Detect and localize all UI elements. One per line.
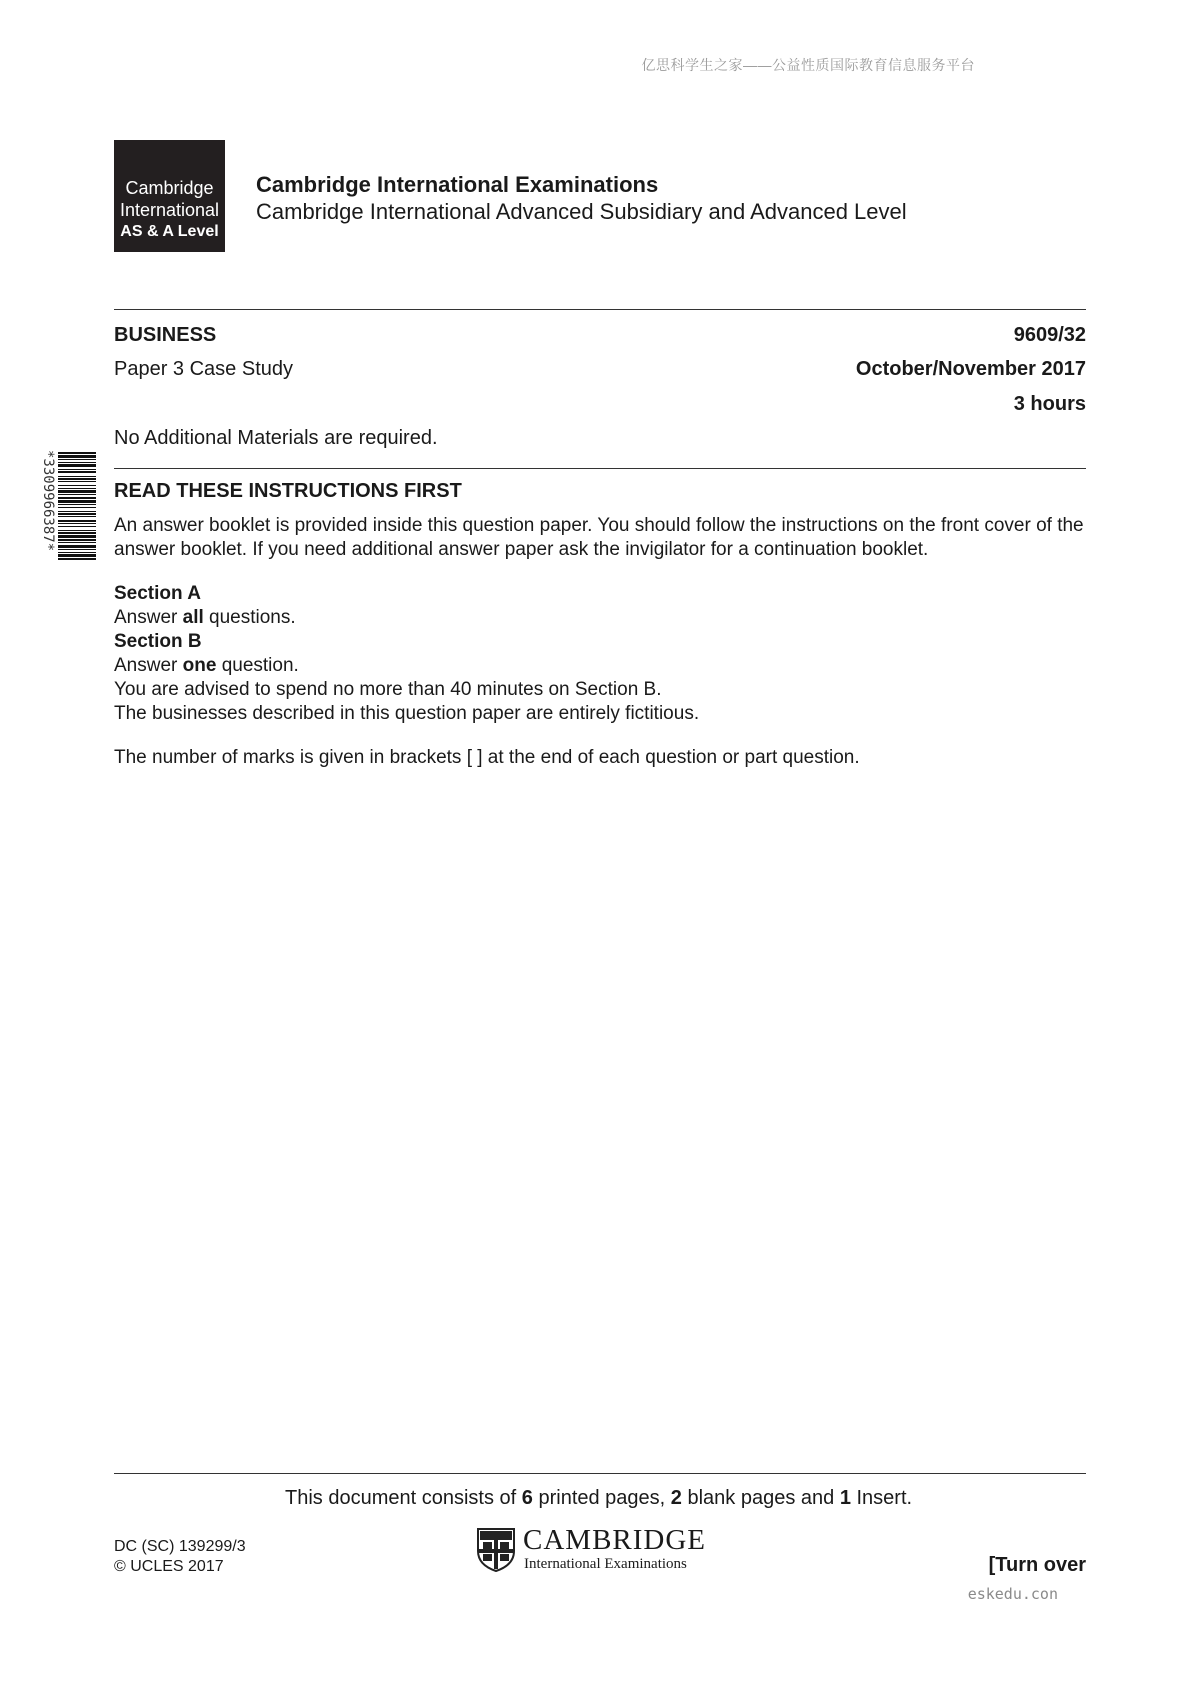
paper-code: 9609/32 (1013, 324, 1086, 346)
barcode-bar (58, 476, 96, 477)
barcode (40, 450, 98, 682)
booklet-instruction: An answer booklet is provided inside this question paper. You should follow the instructions on the front cover of the answer booklet. If you need additional answer paper ask the invigilator for a continuation booklet. (114, 515, 1084, 560)
instructions-divider (114, 468, 1086, 469)
instructions-body (114, 514, 1094, 790)
barcode-bar (58, 539, 96, 541)
barcode-bar (58, 511, 96, 512)
top-divider (114, 309, 1086, 310)
barcode-bar (58, 520, 96, 522)
barcode-bar (58, 530, 96, 531)
barcode-bar (58, 464, 96, 467)
qualification: Cambridge International Advanced Subsidiary and Advanced Level (256, 199, 907, 224)
barcode-bar (58, 523, 96, 524)
barcode-bar (58, 462, 96, 463)
barcode-bar (58, 452, 96, 454)
barcode-bar (58, 469, 96, 470)
section-a-label: Section A (114, 583, 201, 604)
barcode-bar (58, 490, 96, 493)
page-count-text: This document consists of (285, 1487, 522, 1509)
duration: 3 hours (1013, 393, 1086, 415)
barcode-bar (58, 526, 96, 527)
barcode-text: *3309966387* (40, 450, 56, 552)
answer-b-text: Answer (114, 655, 183, 676)
barcode-bar (58, 535, 96, 538)
logo-line-1: Cambridge (125, 178, 214, 198)
section-instructions (114, 582, 1094, 726)
page-count (285, 1487, 912, 1510)
paper-title: Paper 3 Case Study (114, 358, 293, 380)
barcode-bar (58, 554, 96, 557)
watermark-top: 亿思科学生之家——公益性质国际教育信息服务平台 (641, 57, 975, 73)
barcode-bar (58, 507, 96, 508)
barcode-bar (58, 481, 96, 482)
cambridge-wordmark: CAMBRIDGE (523, 1524, 707, 1556)
footer-divider (114, 1473, 1086, 1474)
answer-a-rest: questions. (203, 607, 296, 628)
answer-b-rest: question. (216, 655, 299, 676)
barcode-bar (58, 494, 96, 495)
barcode-bar (58, 455, 96, 458)
logo-line-2: International (119, 200, 220, 220)
page-count-text-2: printed pages, (532, 1487, 671, 1509)
barcode-bar (58, 552, 96, 553)
barcode-bar (58, 497, 96, 499)
barcode-bar (58, 545, 96, 548)
answer-b-emphasis: one (182, 655, 217, 676)
time-advice: You are advised to spend no more than 40 minutes on Section B. (114, 679, 662, 700)
barcode-bar (58, 516, 96, 517)
dc-code: DC (SC) 139299/3 (114, 1538, 246, 1555)
cambridge-logo (114, 140, 225, 252)
exam-board: Cambridge International Examinations (256, 172, 659, 197)
fictitious-note: The businesses described in this question paper are entirely fictitious. (114, 703, 700, 724)
printed-count: 6 (521, 1487, 533, 1509)
answer-a-emphasis: all (182, 607, 204, 628)
barcode-bar (58, 513, 96, 515)
materials: No Additional Materials are required. (114, 427, 438, 449)
barcode-bar (58, 485, 96, 486)
marks-note: The number of marks is given in brackets [ ] at the end of each question or part question. (114, 747, 860, 768)
document-code (114, 1537, 246, 1577)
crest-icon (476, 1527, 516, 1578)
barcode-bar (58, 471, 96, 473)
section-b-label: Section B (114, 631, 202, 652)
barcode-graphic (40, 450, 98, 682)
blank-count: 2 (670, 1487, 682, 1509)
barcode-bar (58, 504, 96, 505)
copyright: © UCLES 2017 (114, 1558, 224, 1575)
turn-over: [Turn over (988, 1554, 1086, 1576)
page-count-text-4: Insert. (850, 1487, 913, 1509)
subject: BUSINESS (114, 324, 217, 346)
barcode-bar (58, 532, 96, 534)
barcode-bar (58, 500, 96, 503)
insert-count: 1 (839, 1487, 851, 1509)
logo-line-3: AS & A Level (120, 223, 219, 240)
answer-a-text: Answer (114, 607, 183, 628)
barcode-bar (58, 558, 96, 560)
instructions-heading: READ THESE INSTRUCTIONS FIRST (114, 480, 462, 502)
session: October/November 2017 (855, 358, 1086, 380)
barcode-bar (58, 459, 96, 460)
barcode-bar (58, 488, 96, 489)
cambridge-subtitle: International Examinations (524, 1556, 687, 1572)
barcode-bar (58, 478, 96, 480)
watermark-bottom: eskedu.con (967, 1585, 1058, 1603)
barcode-bar (58, 542, 96, 543)
barcode-bar (58, 549, 96, 550)
page-count-text-3: blank pages and (681, 1487, 840, 1509)
